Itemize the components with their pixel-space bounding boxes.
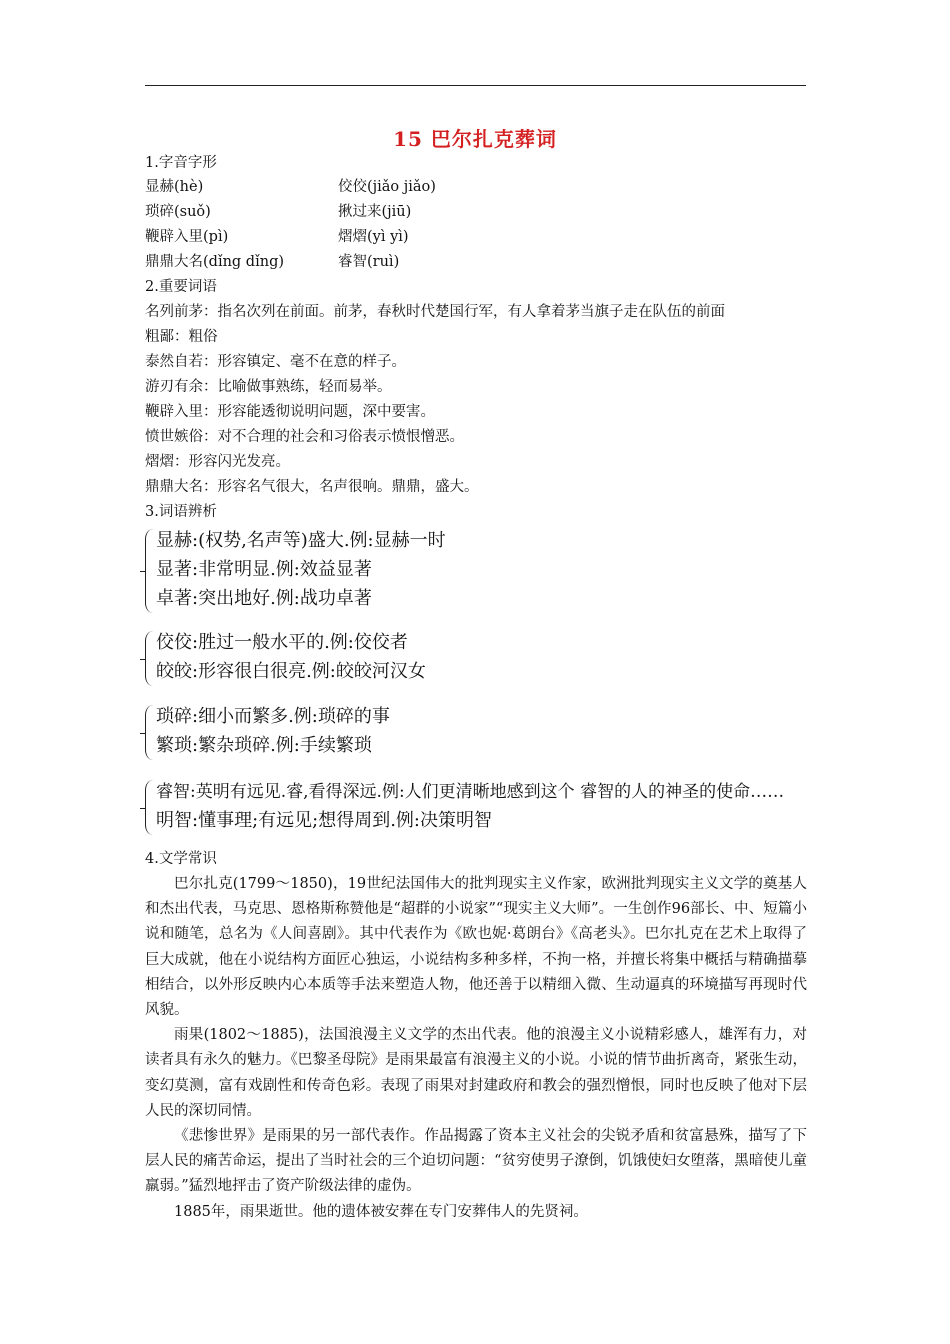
section4-heading: 4.文学常识 xyxy=(145,851,217,867)
pron-item: 揪过来(jiū) xyxy=(338,204,412,220)
section3-heading: 3.词语辨析 xyxy=(145,504,217,520)
term-definition: 鞭辟入里：形容能透彻说明问题，深中要害。 xyxy=(145,404,435,420)
term-definition: 愤世嫉俗：对不合理的社会和习俗表示愤恨憎恶。 xyxy=(145,429,464,445)
comparison-line: 琐碎:细小而繁多.例:琐碎的事 xyxy=(156,706,390,727)
paragraph: 巴尔扎克(1799～1850)，19世纪法国伟大的批判现实主义作家，欧洲批判现实主义文学的奠基人和杰出代表，马克思、恩格斯称赞他是“超群的小说家”“现实主义大师”。一生创作96部长、中、短篇小说和随笔，总名为《人间喜剧》。其中代表作为《欧也妮·葛朗台》《高老头》。巴尔扎克在艺术上取得了巨大成就，他在小说结构方面匠心独运，小说结构多种多样，不拘一格，并擅长将集中概括与精确描摹相结合，以外形反映内心本质等手法来塑造人物，他还善于以精细入微、生动逼真的环境描写再现时代风貌。 xyxy=(145,876,807,1019)
paragraph: 1885年，雨果逝世。他的遗体被安葬在专门安葬伟人的先贤祠。 xyxy=(174,1203,588,1220)
pron-item: 鼎鼎大名(dǐng dǐng) xyxy=(145,254,285,270)
comparison-line: 明智:懂事理;有远见;想得周到.例:决策明智 xyxy=(156,810,492,831)
paragraph: 雨果(1802～1885)，法国浪漫主义文学的杰出代表。他的浪漫主义小说精彩感人，雄浑有力，对读者具有永久的魅力。《巴黎圣母院》是雨果最富有浪漫主义的小说。小说的情节曲折离奇，紧张生动，变幻莫测，富有戏剧性和传奇色彩。表现了雨果对封建政府和教会的强烈憎恨，同时也反映了他对下层人民的深切同情。 xyxy=(145,1027,807,1119)
section1-heading: 1.字音字形 xyxy=(145,155,217,171)
literary-notes xyxy=(145,872,807,1225)
term-definition: 泰然自若：形容镇定、毫不在意的样子。 xyxy=(145,354,406,370)
comparison-line: 卓著:突出地好.例:战功卓著 xyxy=(156,588,372,609)
paragraph: 《悲惨世界》是雨果的另一部代表作。作品揭露了资本主义社会的尖锐矛盾和贫富悬殊，描写了下层人民的痛苦命运，提出了当时社会的三个迫切问题：“贫穷使男子潦倒，饥饿使妇女堕落，黑暗使儿童羸弱。”猛烈地抨击了资产阶级法律的虚伪。 xyxy=(145,1128,807,1195)
term-definition: 鼎鼎大名：形容名气很大，名声很响。鼎鼎，盛大。 xyxy=(145,479,479,495)
term-definition: 熠熠：形容闪光发亮。 xyxy=(145,454,290,470)
term-definition: 粗鄙：粗俗 xyxy=(145,329,218,345)
comparison-line: 繁琐:繁杂琐碎.例:手续繁琐 xyxy=(156,735,372,756)
page-title: 15 巴尔扎克葬词 xyxy=(393,127,557,151)
section2-heading: 2.重要词语 xyxy=(145,279,217,295)
header-rule xyxy=(145,85,806,86)
comparison-line: 显著:非常明显.例:效益显著 xyxy=(156,559,372,580)
comparison-line: 显赫:(权势,名声等)盛大.例:显赫一时 xyxy=(156,530,446,551)
comparison-line: 佼佼:胜过一般水平的.例:佼佼者 xyxy=(156,632,408,653)
brace-icon xyxy=(145,529,154,613)
pron-item: 睿智(ruì) xyxy=(338,254,400,270)
term-definition: 名列前茅：指名次列在前面。前茅，春秋时代楚国行军，有人拿着茅当旗子走在队伍的前面 xyxy=(145,304,725,320)
brace-icon xyxy=(145,780,154,835)
pron-item: 显赫(hè) xyxy=(145,179,204,195)
term-definition: 游刃有余：比喻做事熟练，轻而易举。 xyxy=(145,379,392,395)
comparison-line: 皎皎:形容很白很亮.例:皎皎河汉女 xyxy=(156,661,426,682)
brace-icon xyxy=(145,705,154,760)
pron-item: 佼佼(jiǎo jiǎo) xyxy=(338,179,436,195)
comparison-line: 睿智:英明有远见.睿,看得深远.例:人们更清晰地感到这个 睿智的人的神圣的使命…… xyxy=(156,782,785,802)
pron-item: 熠熠(yì yì) xyxy=(338,229,409,245)
pron-item: 琐碎(suǒ) xyxy=(145,204,211,220)
pron-item: 鞭辟入里(pì) xyxy=(145,229,229,245)
brace-icon xyxy=(145,631,154,686)
